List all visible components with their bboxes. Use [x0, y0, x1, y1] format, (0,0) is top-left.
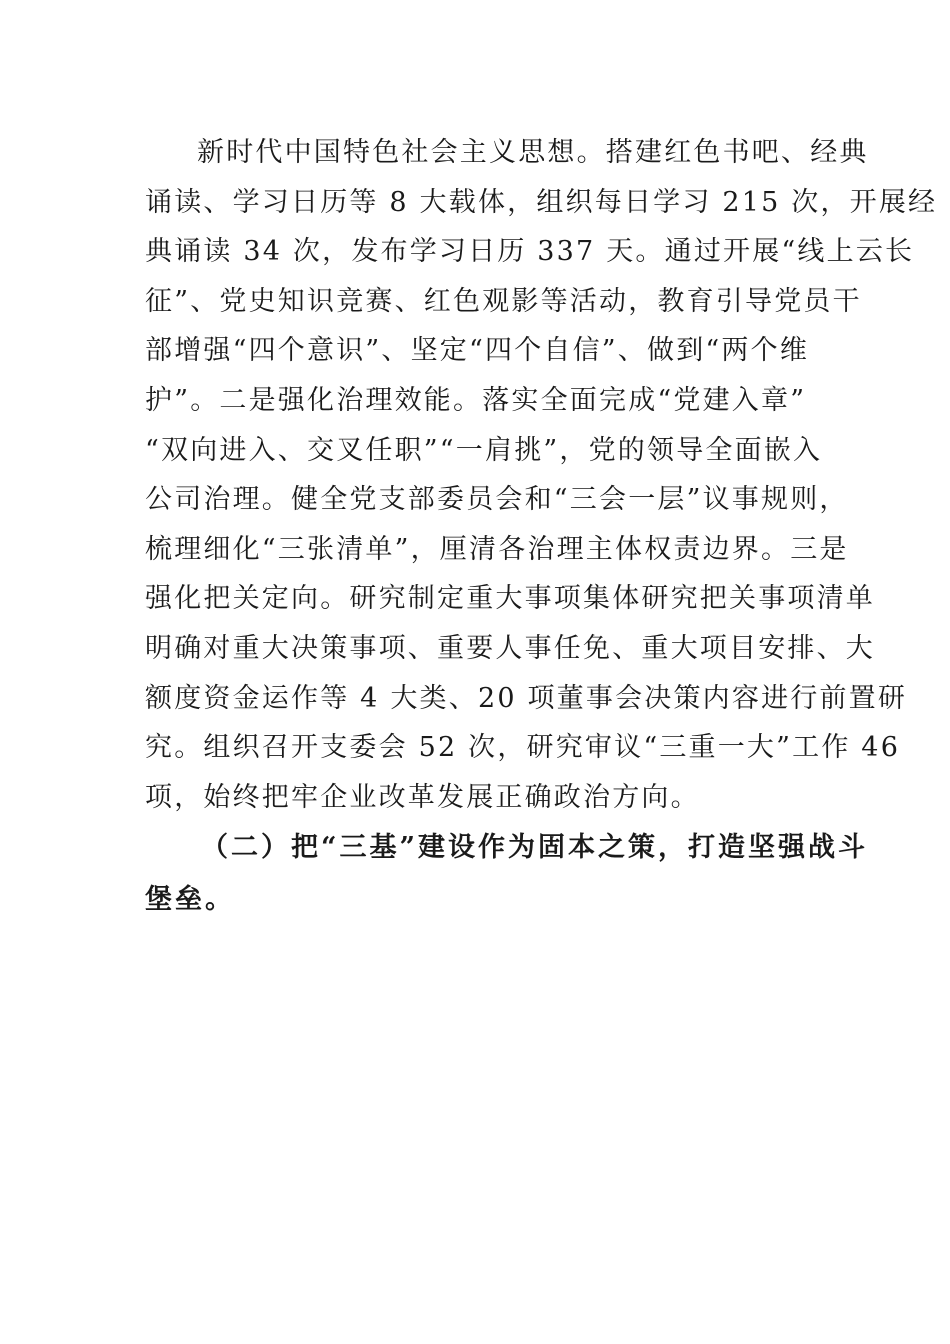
paragraph-line: 项，始终把牢企业改革发展正确政治方向。: [145, 781, 700, 813]
paragraph-line: 护”。二是强化治理效能。落实全面完成“党建入章”: [145, 384, 807, 416]
paragraph-line: 新时代中国特色社会主义思想。搭建红色书吧、经典: [197, 137, 869, 168]
paragraph-line: “双向进入、交叉任职”“一肩挑”，党的领导全面嵌入: [145, 434, 823, 466]
paragraph-line: 梳理细化“三张清单”，厘清各治理主体权责边界。三是: [145, 533, 849, 565]
paragraph-line: 额度资金运作等 4 大类、20 项董事会决策内容进行前置研: [145, 682, 908, 714]
paragraph-line: 究。组织召开支委会 52 次，研究审议“三重一大”工作 46: [145, 732, 901, 764]
paragraph-line: 明确对重大决策事项、重要人事任免、重大项目安排、大: [145, 632, 875, 664]
heading-line: （二）把“三基”建设作为固本之策，打造坚强战斗: [201, 832, 869, 863]
body-paragraph: [145, 128, 938, 822]
paragraph-line: 征”、党史知识竞赛、红色观影等活动，教育引导党员干: [145, 285, 862, 317]
paragraph-line: 部增强“四个意识”、坚定“四个自信”、做到“两个维: [145, 335, 810, 367]
paragraph-line: 强化把关定向。研究制定重大事项集体研究把关事项清单: [145, 583, 875, 615]
heading-line: 堡垒。: [145, 884, 235, 915]
section-heading: [145, 822, 869, 926]
paragraph-line: 诵读、学习日历等 8 大载体，组织每日学习 215 次，开展经: [145, 186, 938, 218]
paragraph-line: 典诵读 34 次，发布学习日历 337 天。通过开展“线上云长: [145, 236, 915, 268]
paragraph-line: 公司治理。健全党支部委员会和“三会一层”议事规则，: [145, 484, 849, 516]
